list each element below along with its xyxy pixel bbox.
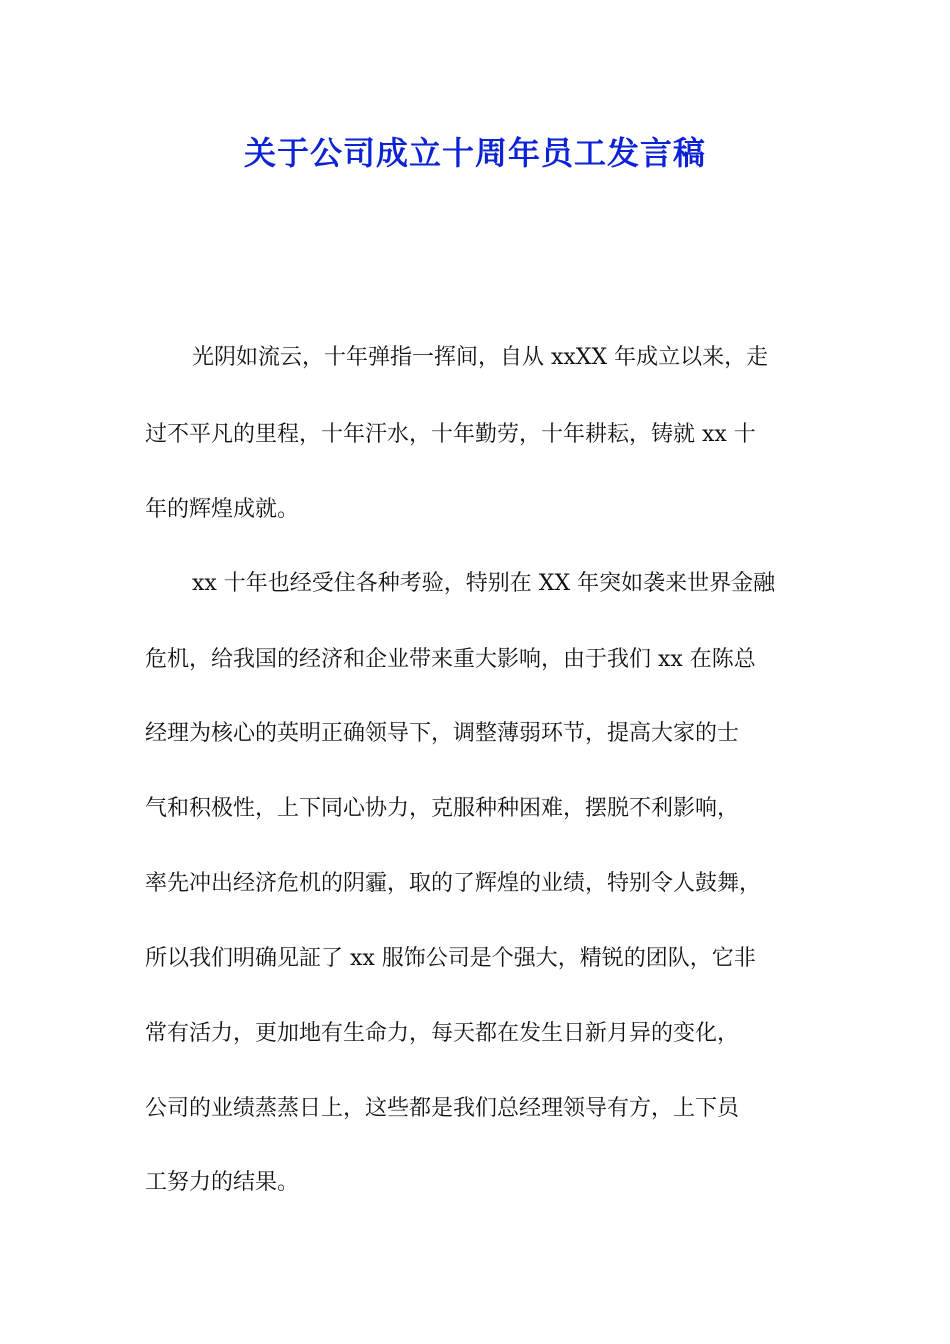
paragraph-2-line-2: 危机，给我国的经济和企业带来重大影响，由于我们 xx 在陈总 bbox=[145, 647, 756, 672]
document-title: 关于公司成立十周年员工发言稿 bbox=[243, 134, 706, 172]
paragraph-2-line-1: xx 十年也经受住各种考验，特别在 XX 年突如袭来世界金融 bbox=[192, 571, 776, 596]
paragraph-2-line-3: 经理为核心的英明正确领导下，调整薄弱环节，提高大家的士 bbox=[145, 721, 740, 746]
paragraph-1-line-1: 光阴如流云，十年弹指一挥间，自从 xxXX 年成立以来，走 bbox=[192, 345, 769, 370]
paragraph-2-line-5: 率先冲出经济危机的阴霾，取的了辉煌的业绩，特别令人鼓舞， bbox=[145, 871, 762, 896]
paragraph-2-line-7: 常有活力，更加地有生命力，每天都在发生日新月异的变化， bbox=[145, 1021, 740, 1046]
paragraph-1-line-2: 过不平凡的里程，十年汗水，十年勤劳，十年耕耘，铸就 xx 十 bbox=[145, 422, 756, 447]
paragraph-2-line-9: 工努力的结果。 bbox=[145, 1170, 300, 1195]
paragraph-1-line-3: 年的辉煌成就。 bbox=[145, 497, 300, 522]
paragraph-2-line-4: 气和积极性，上下同心协力，克服种种困难，摆脱不利影响， bbox=[145, 796, 740, 821]
paragraph-2-line-6: 所以我们明确见証了 xx 服饰公司是个强大，精锐的团队，它非 bbox=[145, 946, 756, 971]
paragraph-2-line-8: 公司的业绩蒸蒸日上，这些都是我们总经理领导有方，上下员 bbox=[145, 1096, 740, 1121]
